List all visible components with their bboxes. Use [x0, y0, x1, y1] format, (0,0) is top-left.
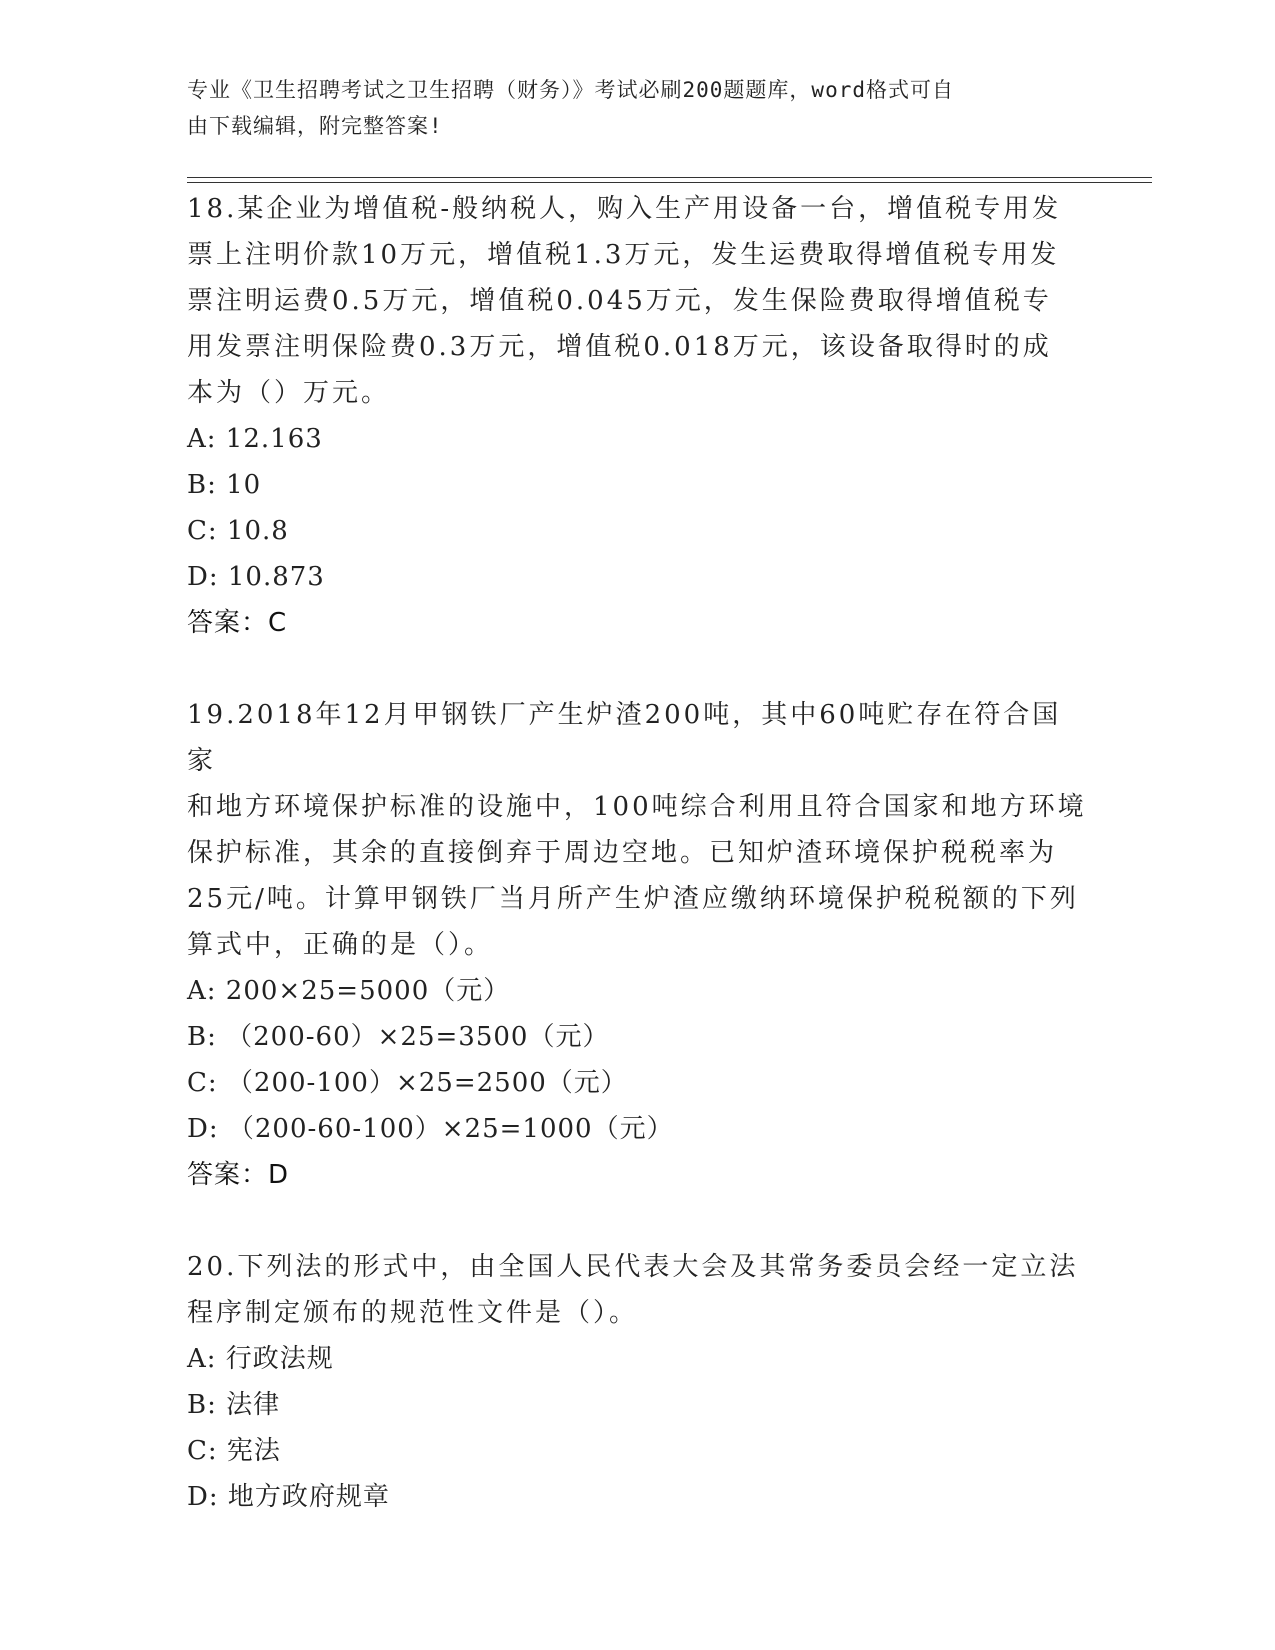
- question-spacer: [187, 1198, 1087, 1244]
- option-a: A: 12.163: [187, 424, 323, 454]
- option-a: A: 200×25=5000（元）: [187, 976, 511, 1006]
- stem-line: 20.下列法的形式中，由全国人民代表大会及其常务委员会经一定立法: [187, 1252, 1079, 1282]
- option-b: B: （200-60）×25=3500（元）: [187, 1022, 610, 1052]
- header-line-2: 由下载编辑，附完整答案!: [187, 114, 443, 138]
- option-d: D: 10.873: [187, 562, 325, 592]
- option-c: C: 10.8: [187, 516, 289, 546]
- stem-line: 程序制定颁布的规范性文件是（）。: [187, 1298, 639, 1328]
- question-spacer: [187, 646, 1087, 692]
- answer-line: 答案：D: [187, 1160, 290, 1190]
- question-18: [187, 186, 1087, 646]
- stem-line: 算式中，正确的是（）。: [187, 930, 494, 960]
- question-stem: [187, 692, 1087, 968]
- header-divider-top: [187, 177, 1152, 178]
- question-19: [187, 692, 1087, 1198]
- header-line-1: 专业《卫生招聘考试之卫生招聘（财务）》考试必刷200题题库，word格式可自: [187, 78, 954, 102]
- stem-line: 用发票注明保险费0.3万元，增值税0.018万元，该设备取得时的成: [187, 332, 1052, 362]
- option-d: D: 地方政府规章: [187, 1482, 390, 1512]
- document-header: [187, 72, 1067, 144]
- question-stem: [187, 186, 1087, 416]
- question-20: [187, 1244, 1087, 1520]
- stem-line: 保护标准，其余的直接倒弃于周边空地。已知炉渣环境保护税税率为: [187, 838, 1058, 868]
- stem-line: 票注明运费0.5万元，增值税0.045万元，发生保险费取得增值税专: [187, 286, 1052, 316]
- stem-line: 本为（）万元。: [187, 378, 391, 408]
- stem-line: 25元/吨。计算甲钢铁厂当月所产生炉渣应缴纳环境保护税税额的下列: [187, 884, 1079, 914]
- answer-line: 答案：C: [187, 608, 288, 638]
- option-d: D: （200-60-100）×25=1000（元）: [187, 1114, 674, 1144]
- option-a: A: 行政法规: [187, 1344, 334, 1374]
- stem-line: 票上注明价款10万元，增值税1.3万元，发生运费取得增值税专用发: [187, 240, 1060, 270]
- header-divider-bottom: [187, 182, 1152, 183]
- stem-line: 19.2018年12月甲钢铁厂产生炉渣200吨，其中60吨贮存在符合国家: [187, 700, 1062, 776]
- option-c: C: 宪法: [187, 1436, 281, 1466]
- stem-line: 18.某企业为增值税-般纳税人，购入生产用设备一台，增值税专用发: [187, 194, 1062, 224]
- question-stem: [187, 1244, 1087, 1336]
- option-b: B: 法律: [187, 1390, 281, 1420]
- question-list: [187, 186, 1087, 1520]
- stem-line: 和地方环境保护标准的设施中，100吨综合利用且符合国家和地方环境: [187, 792, 1087, 822]
- option-c: C: （200-100）×25=2500（元）: [187, 1068, 628, 1098]
- option-b: B: 10: [187, 470, 262, 500]
